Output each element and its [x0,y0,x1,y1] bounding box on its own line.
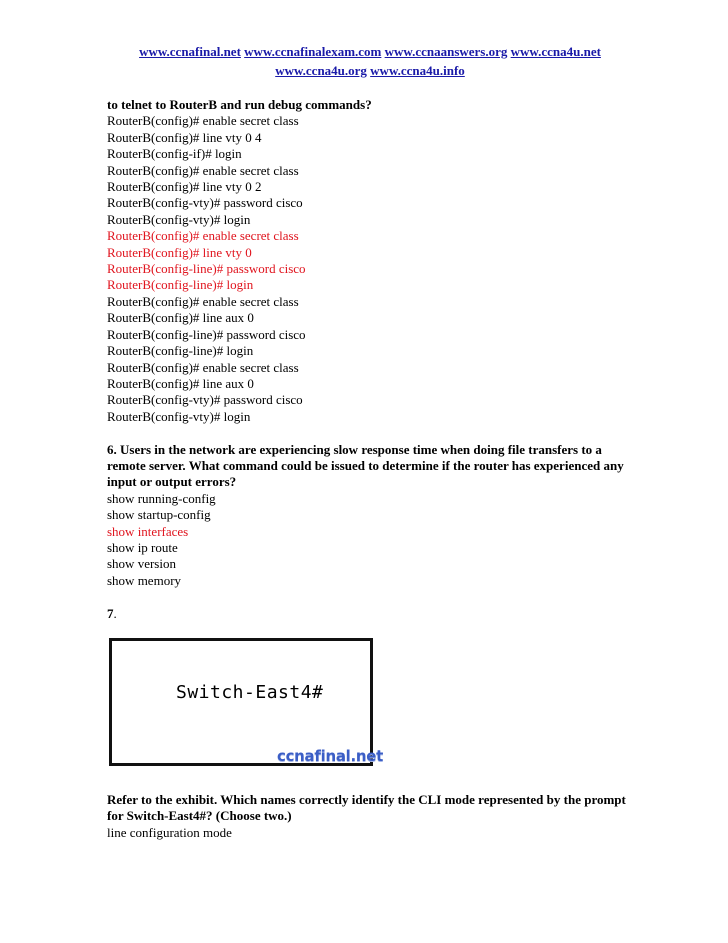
q6-option: show startup-config [107,507,211,523]
q5-question-tail: to telnet to RouterB and run debug commands? [107,97,372,112]
q6-number: 6 [107,441,114,457]
document-content [107,97,627,841]
q6-option: show running-config [107,490,216,506]
spacer [107,425,627,441]
link-ccnafinalexam-com[interactable]: www.ccnafinalexam.com [244,44,382,59]
q7-exhibit [107,636,384,772]
exhibit-watermark: ccnafinal.net [277,746,384,765]
q5-option-line: RouterB(config-line)# login [107,343,254,359]
q6-option: show memory [107,572,182,588]
q6-question: 6. Users in the network are experiencing slow response time when doing file transfers to a remote server. What command could be issued to determine if the router has experienced any input or output errors? [107,441,624,490]
q5-correct-line: RouterB(config)# enable secret class [107,228,299,244]
q5-option-line: RouterB(config)# enable secret class [107,162,299,178]
q5-option-line: RouterB(config-vty)# password cisco [107,392,303,408]
q5-option-line: RouterB(config-vty)# login [107,211,251,227]
q5-correct-line: RouterB(config)# line vty 0 [107,244,252,260]
q7-question-text: Refer to the exhibit. Which names correctly identify the CLI mode represented by the prompt for Switch-East4#? (Choose two.) [107,791,626,824]
q5-option-line: RouterB(config-vty)# password cisco [107,195,303,211]
exhibit-cli-prompt: Switch-East4# [176,681,324,703]
link-ccnafinal-net[interactable]: www.ccnafinal.net [139,44,241,59]
q7-heading: 7. [107,605,117,621]
q5-option-line: RouterB(config)# line vty 0 2 [107,179,262,195]
q5-option-line: RouterB(config-line)# password cisco [107,326,306,342]
q5-option-line: RouterB(config)# line aux 0 [107,310,254,326]
q6-correct-option: show interfaces [107,523,189,539]
q6-option: show ip route [107,539,178,555]
q5-option-line: RouterB(config)# enable secret class [107,113,299,129]
q7-number: 7 [107,605,114,621]
q5-correct-line: RouterB(config-line)# login [107,277,254,293]
link-ccna4u-net[interactable]: www.ccna4u.net [510,44,601,59]
q5-option-line: RouterB(config-vty)# login [107,408,251,424]
q5-option-line: RouterB(config-if)# login [107,146,242,162]
q6-question-text: Users in the network are experiencing slow response time when doing file transfers to a remote server. What command could be issued to determine if the router has experienced any input or output errors? [107,441,624,490]
header-links [100,42,640,80]
q6-option: show version [107,556,176,572]
q5-option-line: RouterB(config)# line aux 0 [107,375,254,391]
q5-option-line: RouterB(config)# enable secret class [107,359,299,375]
q5-option-line: RouterB(config)# enable secret class [107,293,299,309]
q5-correct-line: RouterB(config-line)# password cisco [107,261,306,277]
q5-option-line: RouterB(config)# line vty 0 4 [107,129,262,145]
spacer [107,589,627,605]
link-ccnaanswers-org[interactable]: www.ccnaanswers.org [384,44,508,59]
q7-option: line configuration mode [107,824,232,840]
link-ccna4u-info[interactable]: www.ccna4u.info [370,63,465,78]
link-ccna4u-org[interactable]: www.ccna4u.org [275,63,367,78]
